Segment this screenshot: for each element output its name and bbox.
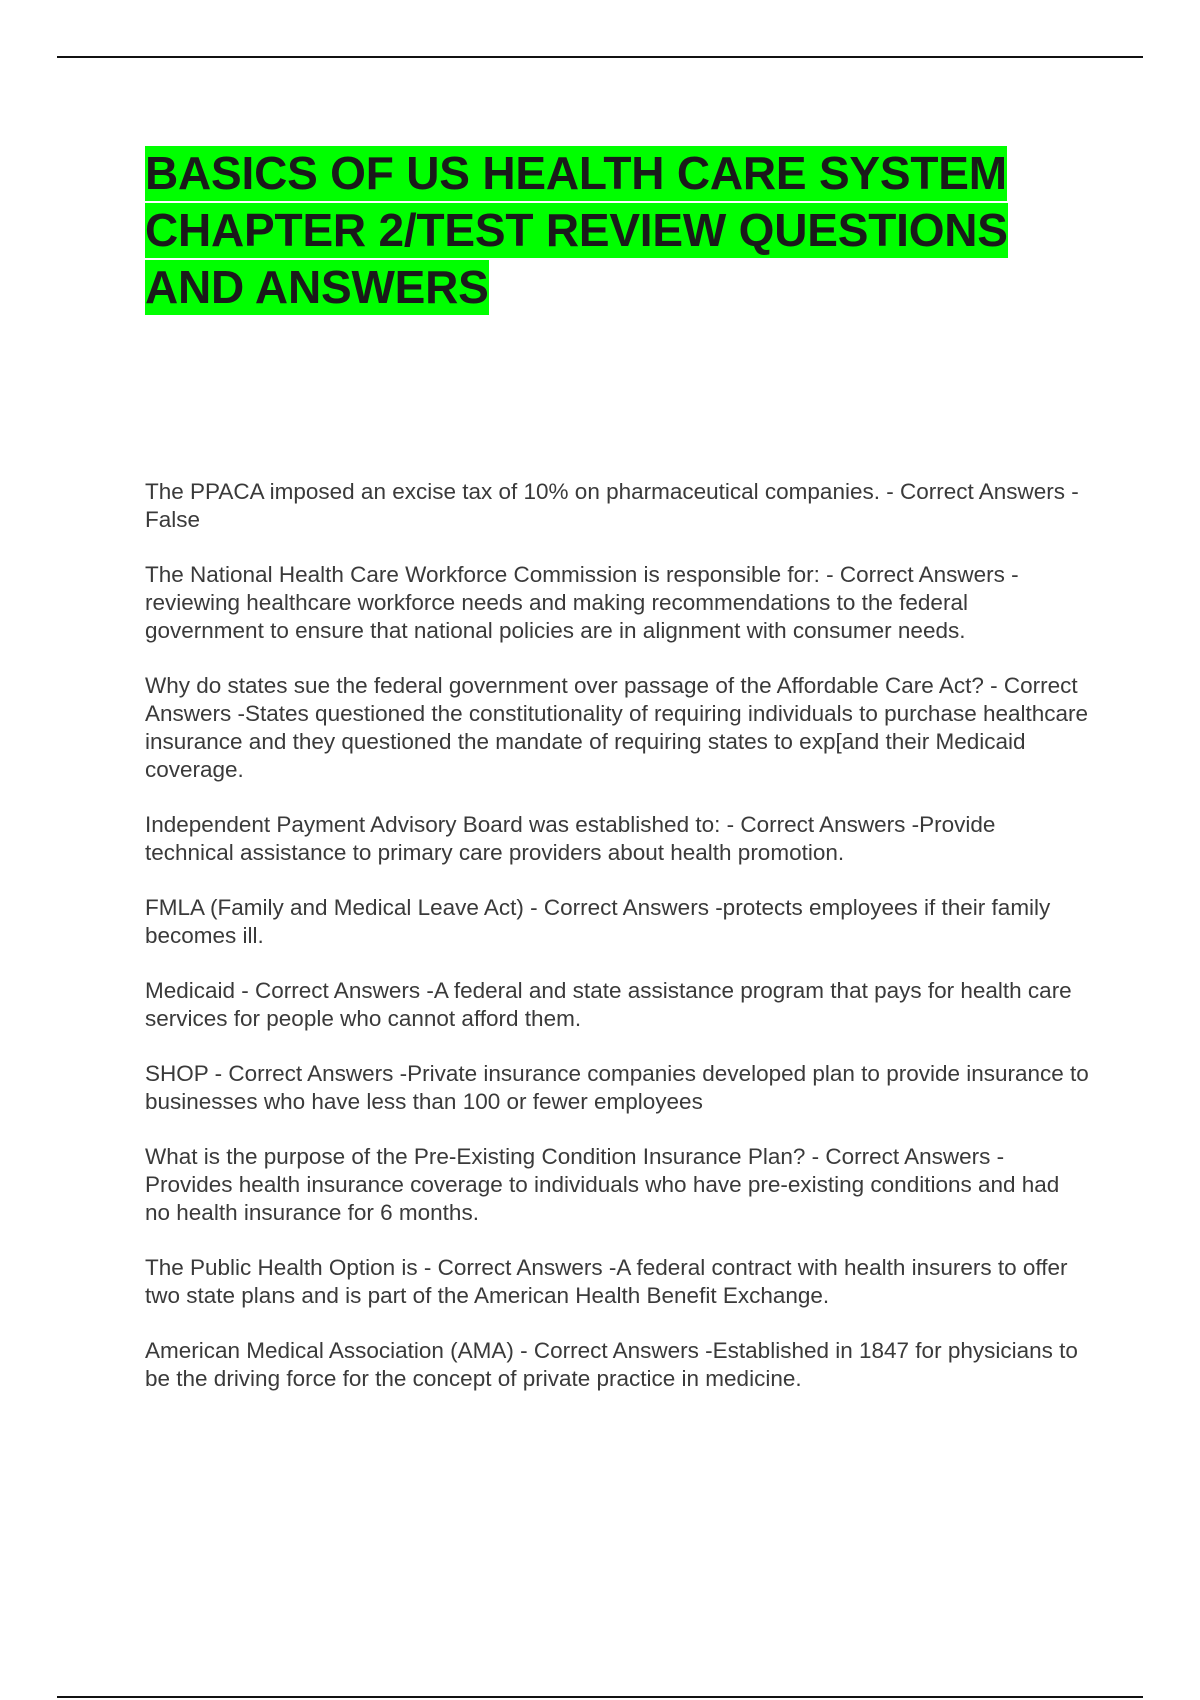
title-line-1: BASICS OF US HEALTH CARE SYSTEM xyxy=(145,147,1007,199)
qa-item: The PPACA imposed an excise tax of 10% on pharmaceutical companies. - Correct Answers -False xyxy=(145,479,1079,532)
footer-rule xyxy=(57,1696,1143,1698)
qa-item: FMLA (Family and Medical Leave Act) - Correct Answers -protects employees if their family becomes ill. xyxy=(145,895,1051,948)
qa-item: Why do states sue the federal government over passage of the Affordable Care Act? - Correct Answers -States questioned the constitutionality of requiring individuals to purchase healthcare insurance and they questioned the mandate of requiring states to exp[and their Medicaid coverage. xyxy=(145,673,1089,782)
qa-item: What is the purpose of the Pre-Existing Condition Insurance Plan? - Correct Answers -Provides health insurance coverage to individuals who have pre-existing conditions and had no health insurance for 6 months. xyxy=(145,1144,1060,1225)
qa-item: The National Health Care Workforce Commission is responsible for: - Correct Answers -reviewing healthcare workforce needs and making recommendations to the federal government to ensure that national policies are in alignment with consumer needs. xyxy=(145,562,1019,643)
title-line-2: CHAPTER 2/TEST REVIEW QUESTIONS xyxy=(145,204,1008,256)
title-line-3: AND ANSWERS xyxy=(145,261,489,313)
qa-item: SHOP - Correct Answers -Private insurance companies developed plan to provide insurance to businesses who have less than 100 or fewer employees xyxy=(145,1061,1089,1114)
qa-item: American Medical Association (AMA) - Correct Answers -Established in 1847 for physicians to be the driving force for the concept of private practice in medicine. xyxy=(145,1338,1078,1391)
header-rule xyxy=(57,56,1143,58)
qa-item: The Public Health Option is - Correct Answers -A federal contract with health insurers to offer two state plans and is part of the American Health Benefit Exchange. xyxy=(145,1255,1068,1308)
qa-list xyxy=(145,478,1090,1420)
qa-item: Independent Payment Advisory Board was established to: - Correct Answers -Provide technical assistance to primary care providers about health promotion. xyxy=(145,812,996,865)
document-title xyxy=(145,146,1075,317)
qa-item: Medicaid - Correct Answers -A federal and state assistance program that pays for health care services for people who cannot afford them. xyxy=(145,978,1072,1031)
